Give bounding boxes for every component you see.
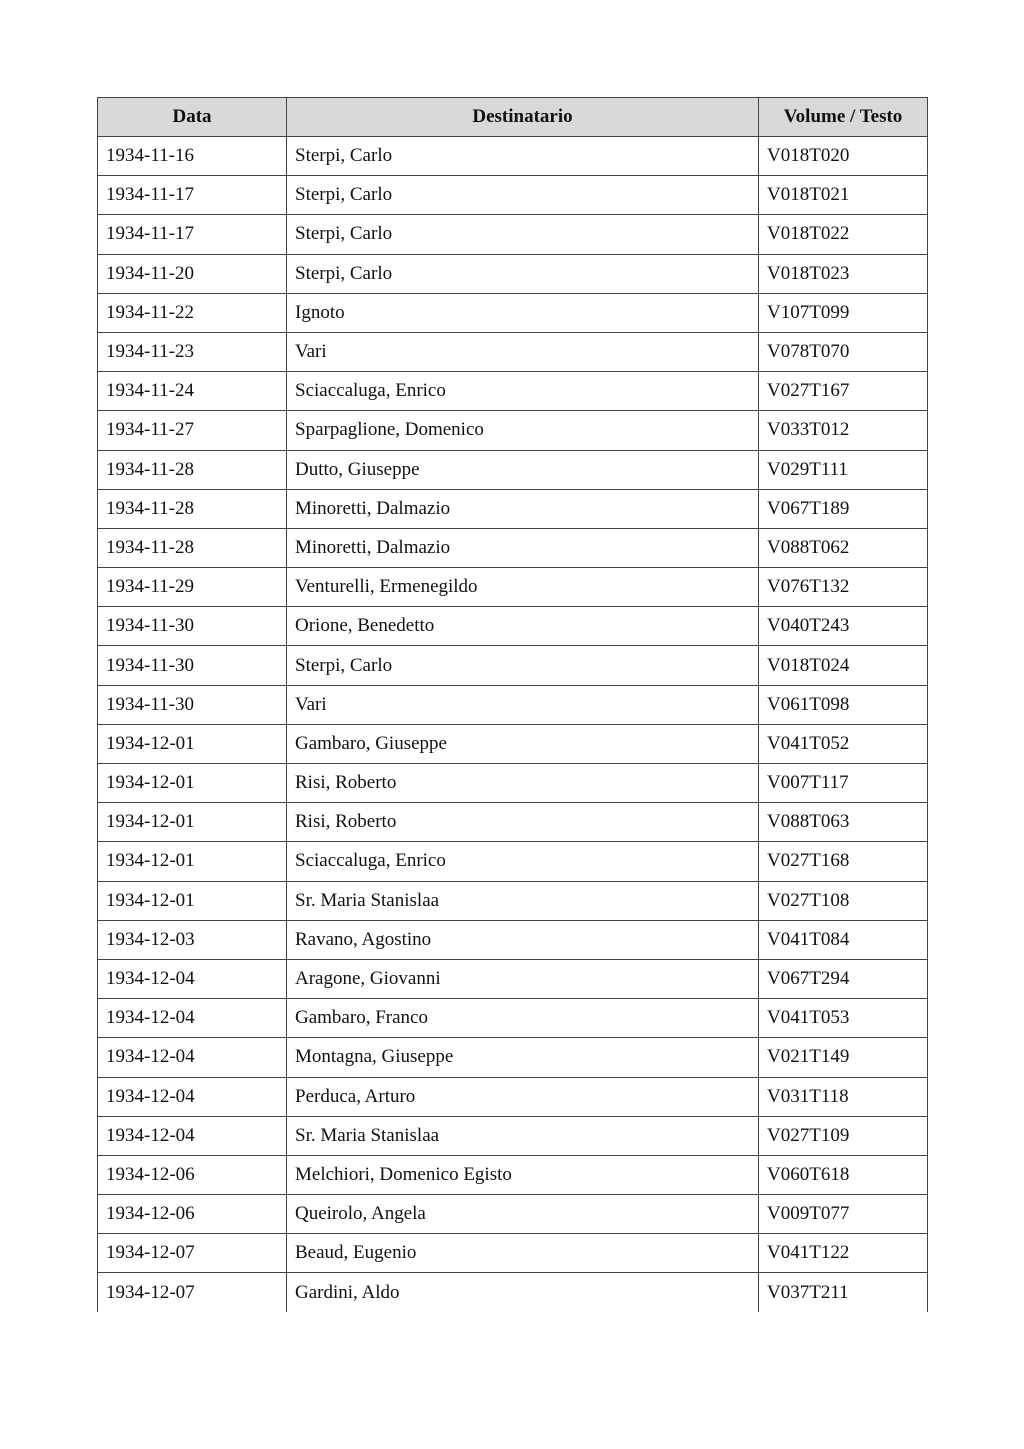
cell-volume-text: V061T098 bbox=[759, 685, 928, 724]
header-row bbox=[98, 98, 928, 137]
cell-recipient: Montagna, Giuseppe bbox=[287, 1038, 759, 1077]
table-row bbox=[98, 411, 928, 450]
cell-volume-text: V037T211 bbox=[759, 1273, 928, 1312]
table-row bbox=[98, 1273, 928, 1312]
table-row bbox=[98, 254, 928, 293]
header-destinatario: Destinatario bbox=[287, 98, 759, 137]
cell-date: 1934-12-06 bbox=[98, 1195, 287, 1234]
cell-volume-text: V027T108 bbox=[759, 881, 928, 920]
cell-recipient: Sterpi, Carlo bbox=[287, 646, 759, 685]
cell-recipient: Dutto, Giuseppe bbox=[287, 450, 759, 489]
cell-date: 1934-11-24 bbox=[98, 372, 287, 411]
cell-recipient: Aragone, Giovanni bbox=[287, 959, 759, 998]
cell-date: 1934-12-01 bbox=[98, 881, 287, 920]
table-row bbox=[98, 1116, 928, 1155]
cell-date: 1934-12-04 bbox=[98, 1038, 287, 1077]
cell-volume-text: V031T118 bbox=[759, 1077, 928, 1116]
cell-date: 1934-11-27 bbox=[98, 411, 287, 450]
table-header bbox=[98, 98, 928, 137]
table-row bbox=[98, 1038, 928, 1077]
cell-volume-text: V029T111 bbox=[759, 450, 928, 489]
table-row bbox=[98, 176, 928, 215]
cell-volume-text: V067T189 bbox=[759, 489, 928, 528]
cell-recipient: Minoretti, Dalmazio bbox=[287, 489, 759, 528]
cell-date: 1934-11-30 bbox=[98, 646, 287, 685]
table-row bbox=[98, 999, 928, 1038]
cell-date: 1934-12-07 bbox=[98, 1273, 287, 1312]
table-row bbox=[98, 764, 928, 803]
cell-volume-text: V018T020 bbox=[759, 137, 928, 176]
table-row bbox=[98, 528, 928, 567]
cell-volume-text: V018T024 bbox=[759, 646, 928, 685]
cell-recipient: Ravano, Agostino bbox=[287, 920, 759, 959]
cell-volume-text: V018T021 bbox=[759, 176, 928, 215]
cell-date: 1934-11-28 bbox=[98, 450, 287, 489]
table-row bbox=[98, 215, 928, 254]
letters-table bbox=[97, 97, 928, 1312]
cell-volume-text: V040T243 bbox=[759, 607, 928, 646]
table-row bbox=[98, 1155, 928, 1194]
cell-volume-text: V041T053 bbox=[759, 999, 928, 1038]
cell-recipient: Melchiori, Domenico Egisto bbox=[287, 1155, 759, 1194]
table-row bbox=[98, 842, 928, 881]
cell-volume-text: V027T167 bbox=[759, 372, 928, 411]
cell-volume-text: V041T052 bbox=[759, 724, 928, 763]
cell-volume-text: V009T077 bbox=[759, 1195, 928, 1234]
cell-date: 1934-12-04 bbox=[98, 1077, 287, 1116]
cell-volume-text: V041T122 bbox=[759, 1234, 928, 1273]
table-row bbox=[98, 685, 928, 724]
cell-recipient: Beaud, Eugenio bbox=[287, 1234, 759, 1273]
cell-date: 1934-12-04 bbox=[98, 1116, 287, 1155]
cell-recipient: Risi, Roberto bbox=[287, 764, 759, 803]
table-row bbox=[98, 372, 928, 411]
cell-date: 1934-11-28 bbox=[98, 528, 287, 567]
cell-volume-text: V018T022 bbox=[759, 215, 928, 254]
cell-date: 1934-11-16 bbox=[98, 137, 287, 176]
cell-recipient: Gardini, Aldo bbox=[287, 1273, 759, 1312]
table-row bbox=[98, 724, 928, 763]
cell-recipient: Sparpaglione, Domenico bbox=[287, 411, 759, 450]
cell-recipient: Gambaro, Franco bbox=[287, 999, 759, 1038]
cell-date: 1934-11-17 bbox=[98, 176, 287, 215]
cell-date: 1934-12-03 bbox=[98, 920, 287, 959]
table-body bbox=[98, 137, 928, 1313]
table-row bbox=[98, 489, 928, 528]
cell-recipient: Vari bbox=[287, 332, 759, 371]
cell-recipient: Sr. Maria Stanislaa bbox=[287, 1116, 759, 1155]
cell-date: 1934-11-22 bbox=[98, 293, 287, 332]
cell-volume-text: V027T168 bbox=[759, 842, 928, 881]
cell-date: 1934-12-07 bbox=[98, 1234, 287, 1273]
cell-date: 1934-12-01 bbox=[98, 803, 287, 842]
cell-volume-text: V041T084 bbox=[759, 920, 928, 959]
cell-recipient: Orione, Benedetto bbox=[287, 607, 759, 646]
cell-recipient: Queirolo, Angela bbox=[287, 1195, 759, 1234]
cell-volume-text: V027T109 bbox=[759, 1116, 928, 1155]
cell-recipient: Sterpi, Carlo bbox=[287, 176, 759, 215]
cell-recipient: Sciaccaluga, Enrico bbox=[287, 372, 759, 411]
cell-volume-text: V067T294 bbox=[759, 959, 928, 998]
table-row bbox=[98, 803, 928, 842]
cell-volume-text: V088T062 bbox=[759, 528, 928, 567]
cell-date: 1934-11-29 bbox=[98, 568, 287, 607]
cell-volume-text: V088T063 bbox=[759, 803, 928, 842]
table-row bbox=[98, 568, 928, 607]
cell-volume-text: V107T099 bbox=[759, 293, 928, 332]
cell-volume-text: V078T070 bbox=[759, 332, 928, 371]
cell-date: 1934-12-04 bbox=[98, 999, 287, 1038]
cell-volume-text: V018T023 bbox=[759, 254, 928, 293]
table-row bbox=[98, 1195, 928, 1234]
cell-date: 1934-12-04 bbox=[98, 959, 287, 998]
cell-recipient: Perduca, Arturo bbox=[287, 1077, 759, 1116]
cell-recipient: Vari bbox=[287, 685, 759, 724]
cell-recipient: Sterpi, Carlo bbox=[287, 137, 759, 176]
table-row bbox=[98, 137, 928, 176]
cell-date: 1934-12-01 bbox=[98, 724, 287, 763]
cell-recipient: Risi, Roberto bbox=[287, 803, 759, 842]
cell-date: 1934-11-28 bbox=[98, 489, 287, 528]
table-row bbox=[98, 450, 928, 489]
table-row bbox=[98, 881, 928, 920]
cell-recipient: Venturelli, Ermenegildo bbox=[287, 568, 759, 607]
cell-recipient: Ignoto bbox=[287, 293, 759, 332]
cell-date: 1934-12-01 bbox=[98, 764, 287, 803]
cell-recipient: Gambaro, Giuseppe bbox=[287, 724, 759, 763]
table-row bbox=[98, 607, 928, 646]
cell-volume-text: V021T149 bbox=[759, 1038, 928, 1077]
table-row bbox=[98, 959, 928, 998]
table-row bbox=[98, 920, 928, 959]
cell-recipient: Sciaccaluga, Enrico bbox=[287, 842, 759, 881]
cell-volume-text: V007T117 bbox=[759, 764, 928, 803]
cell-volume-text: V076T132 bbox=[759, 568, 928, 607]
table-row bbox=[98, 646, 928, 685]
cell-date: 1934-11-30 bbox=[98, 685, 287, 724]
table-row bbox=[98, 1077, 928, 1116]
cell-date: 1934-11-23 bbox=[98, 332, 287, 371]
table-row bbox=[98, 293, 928, 332]
cell-volume-text: V060T618 bbox=[759, 1155, 928, 1194]
cell-volume-text: V033T012 bbox=[759, 411, 928, 450]
cell-date: 1934-11-20 bbox=[98, 254, 287, 293]
header-volume-testo: Volume / Testo bbox=[759, 98, 928, 137]
table-row bbox=[98, 332, 928, 371]
cell-date: 1934-12-01 bbox=[98, 842, 287, 881]
cell-date: 1934-12-06 bbox=[98, 1155, 287, 1194]
cell-recipient: Sr. Maria Stanislaa bbox=[287, 881, 759, 920]
cell-recipient: Minoretti, Dalmazio bbox=[287, 528, 759, 567]
cell-recipient: Sterpi, Carlo bbox=[287, 254, 759, 293]
cell-recipient: Sterpi, Carlo bbox=[287, 215, 759, 254]
cell-date: 1934-11-30 bbox=[98, 607, 287, 646]
table-row bbox=[98, 1234, 928, 1273]
header-data: Data bbox=[98, 98, 287, 137]
cell-date: 1934-11-17 bbox=[98, 215, 287, 254]
